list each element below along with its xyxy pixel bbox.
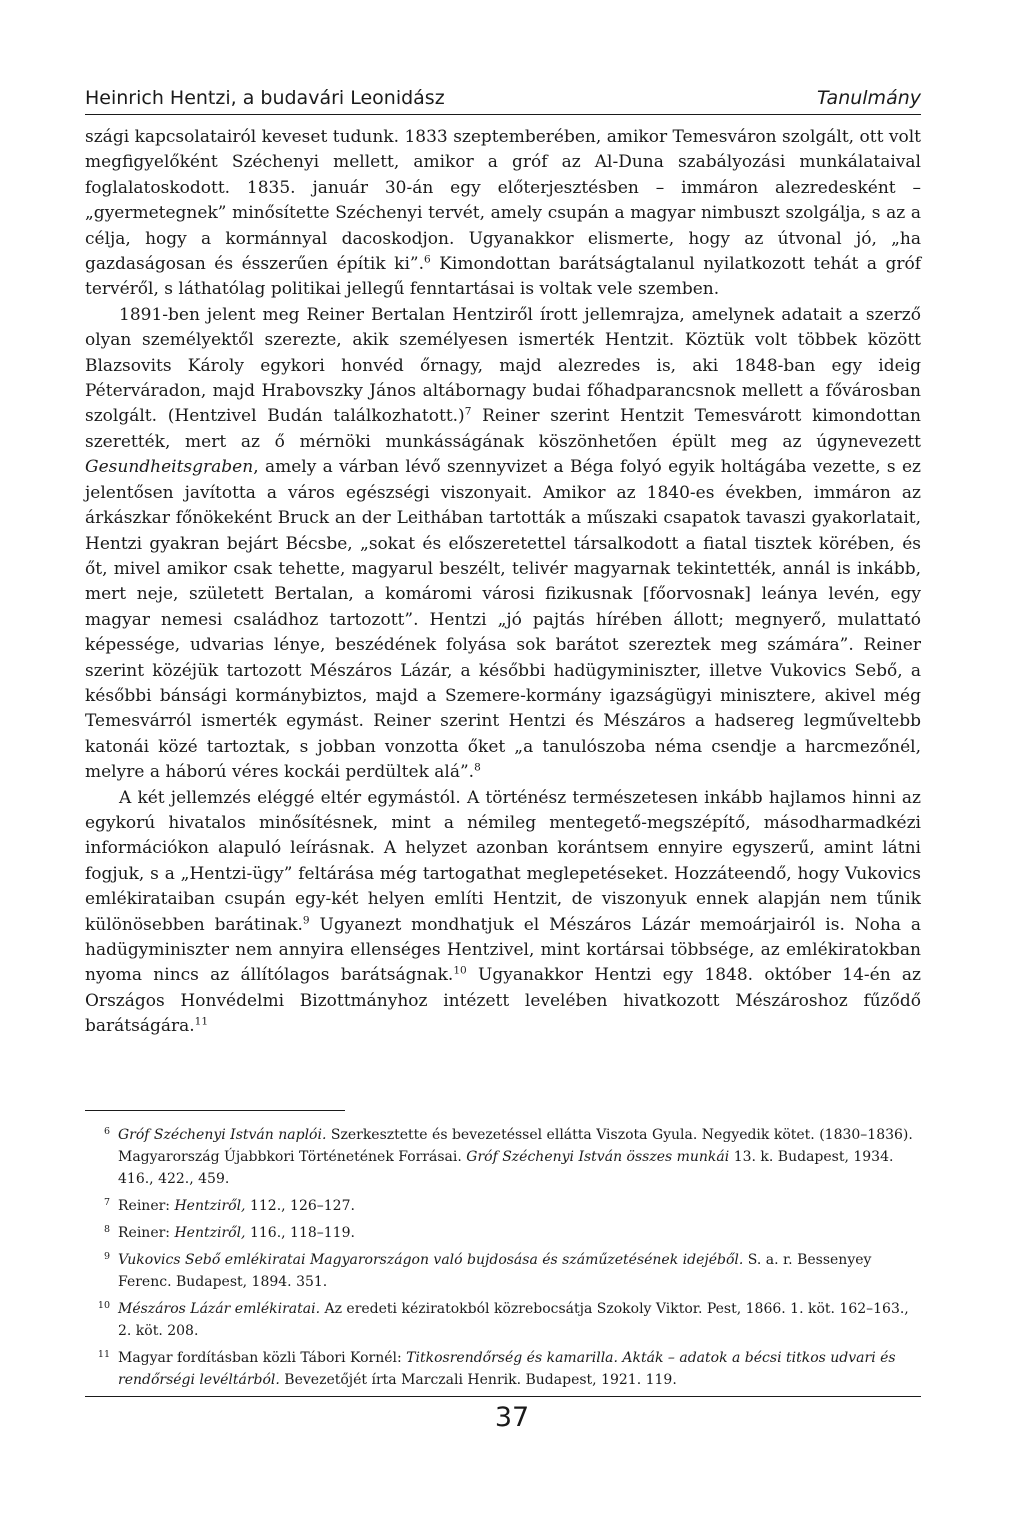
footnote-ref: 10 bbox=[453, 965, 467, 978]
footnote-number: 7 bbox=[103, 1197, 110, 1208]
footnote-title: Hentziről, bbox=[174, 1225, 246, 1241]
footnote-number: 8 bbox=[103, 1224, 110, 1235]
footnote-number: 11 bbox=[97, 1349, 110, 1360]
running-title: Heinrich Hentzi, a budavári Leonidász bbox=[85, 87, 445, 109]
footnote-title: Mészáros Lázár emlékiratai. bbox=[118, 1301, 321, 1317]
footnote-text: Az eredeti kéziratokból közrebocsátja Szokoly Viktor. Pest, 1866. 1. köt. 162–163., 2. köt. 208. bbox=[118, 1301, 909, 1339]
footnote-text: Magyar fordításban közli Tábori Kornél: bbox=[118, 1350, 407, 1366]
paragraph-1 bbox=[85, 125, 921, 303]
footnote-text: Reiner: bbox=[118, 1225, 175, 1241]
footnote-text: Reiner: bbox=[118, 1198, 175, 1214]
italic-term: Gesundheitsgraben bbox=[85, 457, 254, 478]
text-run: 1891-ben jelent meg Reiner Bertalan Hentziről írott jellemrajza, amelynek adatait a szerző olyan személyektől szerezte, akik személyesen ismerték Hentzit. Köztük volt többek között Blazsovits Károly egykori honvéd őrnagy, majd alezredes is, aki 1848-ban egy ideig Péterváradon, majd Hrabovszky János altábornagy budai főhadparancsnok mellett a fővárosban szolgált. (Hentzivel Budán találkozhatott.) bbox=[85, 304, 921, 427]
footnote-text: 13. k. Budapest, 1934. 416., 422., 459. bbox=[118, 1149, 894, 1187]
text-run: Reiner szerint Hentzit Temesvárott kimondottan szerették, mert az ő mérnöki munkásságának köszönhetően épült meg az úgynevezett bbox=[85, 406, 921, 452]
footnote-title: Gróf Széchenyi István naplói. bbox=[118, 1127, 327, 1143]
footnote-title: Gróf Széchenyi István összes munkái bbox=[466, 1149, 730, 1165]
footnote-ref: 11 bbox=[194, 1015, 209, 1028]
paragraph-3 bbox=[85, 786, 921, 1040]
footnote-10 bbox=[85, 1298, 921, 1342]
footnote-text: Bevezetőjét írta Marczali Henrik. Budapest, 1921. 119. bbox=[279, 1372, 677, 1388]
footer-rule bbox=[85, 1396, 921, 1397]
text-run: Ugyanezt mondhatjuk el Mészáros Lázár memoárjairól is. Noha a hadügyminiszter nem annyira ellenséges Hentzivel, mint kortársai többsége, az emlékiratokban nyoma nincs az állítólagos barátságnak. bbox=[85, 914, 921, 986]
footnote-number: 10 bbox=[97, 1300, 110, 1311]
text-run: szági kapcsolatairól keveset tudunk. 1833 szeptemberében, amikor Temesváron szolgált, ott volt megfigyelőként Széchenyi mellett, amikor a gróf az Al-Duna szabályozási munkálataival foglalatoskodott. 1835. január 30-án egy előterjesztésben – immáron alezredesként – „gyermetegnek” minősítette Széchenyi tervét, amely csupán a magyar nimbuszt szolgálja, s az a célja, hogy a kormánnyal dacoskodjon. Ugyanakkor elismerte, hogy az útvonal jó, „ha gazdaságosan és ésszerűen építik ki”. bbox=[85, 127, 921, 275]
footnote-ref: 7 bbox=[464, 406, 472, 419]
running-header bbox=[85, 84, 921, 115]
footnote-ref: 9 bbox=[302, 914, 310, 927]
footnotes bbox=[85, 1124, 921, 1396]
main-text bbox=[85, 125, 921, 1040]
footnote-8 bbox=[85, 1222, 921, 1244]
footnote-6 bbox=[85, 1124, 921, 1190]
footnote-number: 9 bbox=[103, 1251, 110, 1262]
section-label: Tanulmány bbox=[816, 87, 921, 109]
footnote-text: Szerkesztette és bevezetéssel ellátta Viszota Gyula. Negyedik kötet. (1830–1836). Magyarország Újabbkori Történetének Forrásai. bbox=[118, 1127, 913, 1165]
footnote-ref: 8 bbox=[474, 761, 481, 774]
footnote-ref: 6 bbox=[423, 253, 431, 266]
footnote-7 bbox=[85, 1195, 921, 1217]
text-run: A két jellemzés eléggé eltér egymástól. A történész természetesen inkább hajlamos hinni az egykorú hivatalos minősítésnek, mint a némileg mentegető-megszépítő, másodharmadkézi információkon alapuló leírásnak. A helyzet azonban korántsem ennyire egyszerű, amint látni fogjuk, s a „Hentzi-ügy” feltárása még tartogathat meglepetéseket. Hozzáteendő, hogy Vukovics emlékirataiban csupán egy-két helyen említi Hentzit, de viszonyuk ennek alapján nem tűnik különösebben barátinak. bbox=[85, 787, 921, 935]
footnote-text: S. a. r. Bessenyey Ferenc. Budapest, 1894. 351. bbox=[118, 1252, 872, 1290]
footnote-9 bbox=[85, 1249, 921, 1293]
footnote-title: Hentziről, bbox=[174, 1198, 246, 1214]
footnote-text: 116., 118–119. bbox=[245, 1225, 355, 1241]
footnote-separator bbox=[85, 1110, 345, 1111]
footnote-title: Titkosrendőrség és kamarilla. Akták – adatok a bécsi titkos udvari és rendőrségi levéltárból. bbox=[118, 1350, 896, 1388]
footnote-title: Vukovics Sebő emlékiratai Magyarországon való bujdosása és száműzetésének idejéből. bbox=[118, 1252, 744, 1268]
text-run: Ugyanakkor Hentzi egy 1848. október 14-én az Országos Honvédelmi Bizottmányhoz intézett levelében hivatkozott Mészároshoz fűződő barátságára. bbox=[85, 965, 922, 1037]
text-run: Kimondottan barátságtalanul nyilatkozott tehát a gróf tervéről, s láthatólag politikai jellegű fenntartásai is voltak vele szemben. bbox=[85, 254, 922, 300]
page-number: 37 bbox=[494, 1402, 530, 1433]
footnote-11 bbox=[85, 1347, 921, 1391]
footnote-text: 112., 126–127. bbox=[245, 1198, 355, 1214]
footnote-number: 6 bbox=[103, 1126, 110, 1137]
text-run: , amely a várban lévő szennyvizet a Béga folyó egyik holtágába vezette, s ez jelentősen javította a város egészségi viszonyait. Amikor az 1840-es években, immáron az árkászkar főnökeként Bruck an der Leithában tartották a műszaki csapatok tavaszi gyakorlatait, Hentzi gyakran bejárt Bécsbe, „sokat és előszeretettel társalkodott a fiatal tisztek körében, és őt, mivel amikor csak tehette, magyarul beszélt, telivér magyarnak tekintették, annál is inkább, mert neje, született Bertalan, a komáromi városi fizikusnak [főorvosnak] leánya levén, egy magyar nemesi családhoz tartozott”. Hentzi „jó pajtás hírében állott; megnyerő, mulattató képessége, udvarias lénye, beszédének folyása sok barátot szereztek meg számára”. Reiner szerint közéjük tartozott Mészáros Lázár, a későbbi hadügyminiszter, illetve Vukovics Sebő, a későbbi bánsági kormánybiztos, majd a Szemere-kormány igazságügyi minisztere, akivel még Temesvárról ismerték egymást. Reiner szerint Hentzi és Mészáros a hadsereg legműveltebb katonái közé tartoztak, s jobban vonzotta őket „a tanulószoba néma csendje a harcmezőnél, melyre a háború véres kockái perdültek alá”. bbox=[85, 457, 921, 783]
paragraph-2 bbox=[85, 303, 921, 786]
